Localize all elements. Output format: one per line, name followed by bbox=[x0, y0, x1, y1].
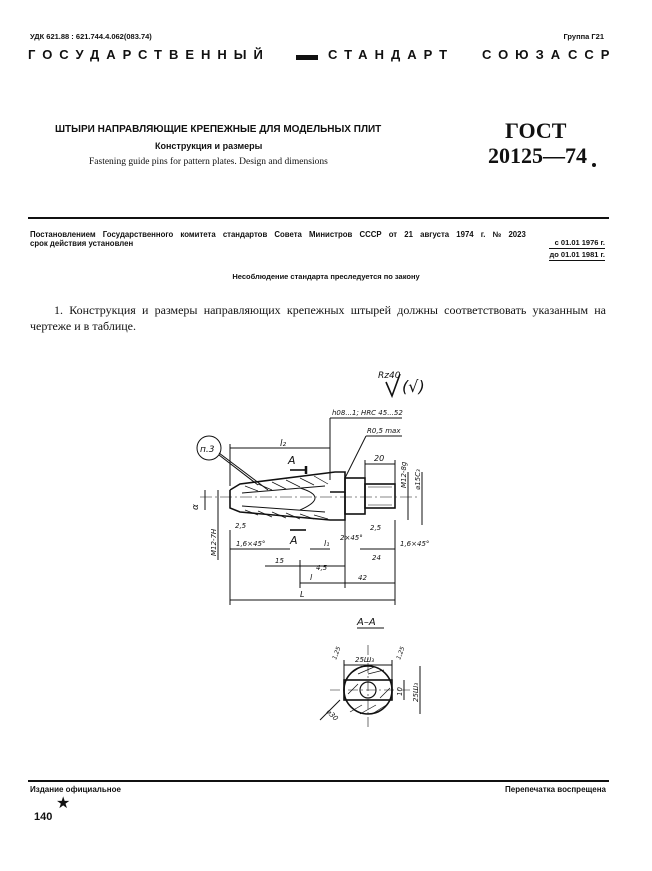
validity-dates bbox=[549, 238, 605, 262]
dim-l1: l₁ bbox=[324, 539, 330, 548]
dim-l: l bbox=[310, 573, 313, 582]
dim-4-5: 4,5 bbox=[316, 564, 328, 572]
section-aa-title: А–А bbox=[357, 617, 376, 628]
dim-m12-7h: M12-7H bbox=[210, 528, 218, 556]
banner-word-4: ССР bbox=[568, 47, 617, 62]
decree-line-1: Постановлением Государственного комитета стандартов Совета Министров СССР от 21 августа 1974 г. № 2023 bbox=[30, 230, 526, 239]
star-icon: ★ bbox=[56, 795, 71, 812]
dim-m12-8g: M12-8g bbox=[400, 461, 408, 488]
gost-label: ГОСТ bbox=[505, 118, 567, 143]
subtitle-ru: Конструкция и размеры bbox=[155, 141, 263, 151]
title-ru: ШТЫРИ НАПРАВЛЯЮЩИЕ КРЕПЕЖНЫЕ ДЛЯ МОДЕЛЬНЫХ ПЛИТ bbox=[55, 124, 382, 135]
dim-24: 24 bbox=[372, 554, 381, 562]
sec-width: 25Ш₃ bbox=[355, 656, 375, 664]
udk-code: УДК 621.88 : 621.744.4.062(083.74) bbox=[30, 32, 152, 41]
decree-block bbox=[30, 230, 605, 248]
sec-dia: ⌀30 bbox=[324, 707, 340, 723]
dim-42: 42 bbox=[358, 574, 367, 582]
page-number: 140 bbox=[34, 811, 53, 823]
gost-number: 20125—74 bbox=[488, 143, 587, 168]
dim-chamfer-1: 1,6×45° bbox=[236, 540, 266, 548]
sec-height: 10 bbox=[396, 687, 404, 696]
footer-line bbox=[28, 780, 609, 782]
banner-line bbox=[296, 55, 318, 60]
separator-line bbox=[28, 217, 609, 219]
hardness-note: h08...1; HRC 45...52 bbox=[332, 409, 403, 417]
dim-alpha: α bbox=[191, 504, 201, 510]
decree-line-2: срок действия установлен bbox=[30, 239, 134, 248]
law-warning: Несоблюдение стандарта преследуется по закону bbox=[232, 272, 420, 281]
group-code: Группа Г21 bbox=[563, 32, 604, 41]
note-ref: п.3 bbox=[200, 445, 215, 455]
dim-20: 20 bbox=[374, 454, 385, 463]
state-standard-banner bbox=[28, 44, 617, 68]
radius-note: R0,5 max bbox=[367, 427, 401, 435]
dim-d15: ⌀15C₃ bbox=[414, 469, 422, 490]
dim-l2: l₂ bbox=[280, 439, 287, 449]
banner-word-2: СТАНДАРТ bbox=[328, 47, 455, 62]
dim-chamfer-3: 1,6×45° bbox=[400, 540, 430, 548]
reprint-prohibited: Перепечатка воспрещена bbox=[505, 785, 606, 794]
dim-2-5-right: 2,5 bbox=[370, 524, 382, 532]
dim-L: L bbox=[300, 590, 305, 599]
dim-chamfer-2: 2×45° bbox=[340, 534, 363, 542]
sec-d: 25Ш₃ bbox=[412, 682, 420, 702]
sec-c1: 1,25 bbox=[331, 645, 343, 661]
roughness-label: Rz40 bbox=[378, 371, 401, 381]
title-en: Fastening guide pins for pattern plates. Design and dimensions bbox=[89, 157, 328, 167]
sec-c2: 1,25 bbox=[395, 645, 407, 661]
banner-word-3: СОЮЗА bbox=[482, 47, 568, 62]
clause-1: 1. Конструкция и размеры направляющих крепежных штырей должны соответствовать указанным на чертеже и в таблице. bbox=[30, 303, 606, 333]
section-mark-top: А bbox=[288, 454, 296, 467]
official-edition: Издание официальное bbox=[30, 785, 121, 794]
bullet-mark bbox=[592, 163, 596, 167]
date-to: до 01.01 1981 г. bbox=[549, 250, 605, 259]
banner-word-1: ГОСУДАРСТВЕННЫЙ bbox=[28, 47, 270, 62]
date-from: с 01.01 1976 г. bbox=[549, 238, 605, 249]
dim-2-5-left: 2,5 bbox=[235, 522, 247, 530]
pin-drawing bbox=[0, 360, 652, 770]
roughness-paren: (√) bbox=[402, 377, 425, 396]
dim-15: 15 bbox=[275, 557, 284, 565]
section-mark-bottom: А bbox=[290, 534, 298, 547]
